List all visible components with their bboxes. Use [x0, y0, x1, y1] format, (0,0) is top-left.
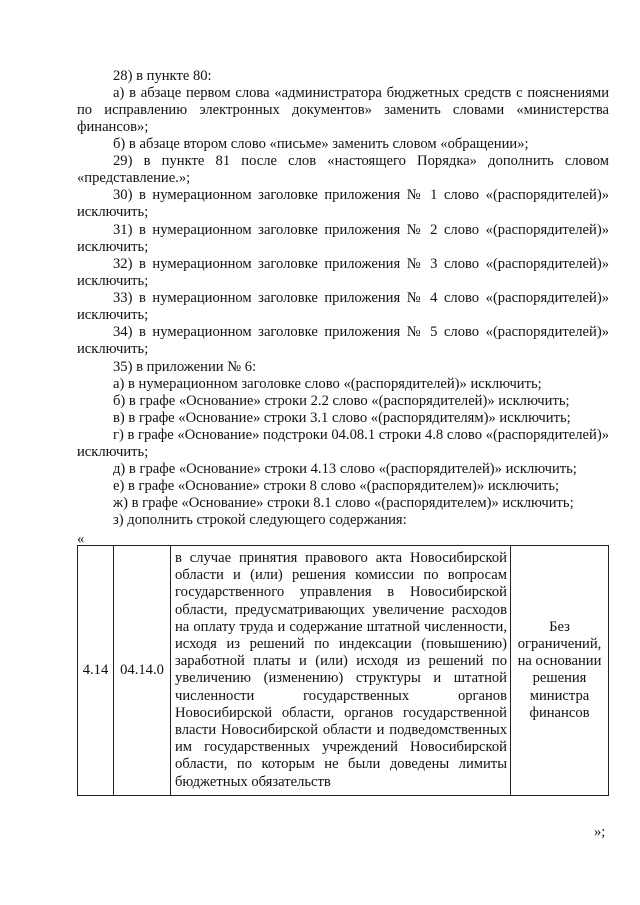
row-description-cell: в случае принятия правового акта Новосибирской области и (или) решения комиссии по вопросам государственного управления в Новосибирской области, предусматривающих увеличение расходов на оплату труда и содержание штатной численности, исходя из решений по индексации (повышению) заработной платы и (или) исходя из решений по увеличению (изменению) структуры и штатной численности государственных органов Новосибирской области, органов государственной власти Новосибирской области и подведомственных им государственных учреждений Новосибирской области, по которым не были доведены лимиты бюджетных обязательств [171, 546, 511, 796]
row-basis-cell: Без ограничений, на основании решения министра финансов [511, 546, 609, 796]
item-35-h: з) дополнить строкой следующего содержания: [113, 512, 407, 528]
item-28-b: б) в абзаце втором слово «письме» заменить словом «обращении»; [113, 136, 529, 152]
item-28-a: а) в абзаце первом слова «администратора бюджетных средств с пояснениями по исправлению электронных документов» заменить словами «министерства финансов»; [77, 85, 609, 136]
item-31: 31) в нумерационном заголовке приложения № 2 слово «(распорядителей)» исключить; [77, 222, 609, 256]
item-30: 30) в нумерационном заголовке приложения № 1 слово «(распорядителей)» исключить; [77, 187, 609, 221]
item-29: 29) в пункте 81 после слов «настоящего Порядка» дополнить словом «представление.»; [77, 153, 609, 187]
item-33: 33) в нумерационном заголовке приложения № 4 слово «(распорядителей)» исключить; [77, 290, 609, 324]
item-35-c: в) в графе «Основание» строки 3.1 слово «(распорядителям)» исключить; [113, 410, 571, 426]
item-35-a: а) в нумерационном заголовке слово «(распорядителей)» исключить; [113, 376, 542, 392]
item-35-d: г) в графе «Основание» подстроки 04.08.1 строки 4.8 слово «(распорядителей)» исключить; [77, 427, 609, 461]
row-number-cell: 4.14 [78, 546, 114, 796]
item-35: 35) в приложении № 6: [113, 359, 257, 375]
item-32: 32) в нумерационном заголовке приложения № 3 слово «(распорядителей)» исключить; [77, 256, 609, 290]
item-35-b: б) в графе «Основание» строки 2.2 слово «(распорядителей)» исключить; [113, 393, 570, 409]
inserted-table [77, 545, 609, 796]
item-35-e: д) в графе «Основание» строки 4.13 слово «(распорядителей)» исключить; [113, 461, 577, 477]
item-35-f: е) в графе «Основание» строки 8 слово «(распорядителем)» исключить; [113, 478, 560, 494]
item-34: 34) в нумерационном заголовке приложения № 5 слово «(распорядителей)» исключить; [77, 324, 609, 358]
opening-quote: « [77, 531, 85, 547]
closing-quote: »; [594, 824, 606, 840]
item-35-g: ж) в графе «Основание» строки 8.1 слово «(распорядителем)» исключить; [113, 495, 574, 511]
item-28: 28) в пункте 80: [113, 68, 212, 84]
row-code-cell: 04.14.0 [114, 546, 171, 796]
table-row [78, 546, 609, 796]
